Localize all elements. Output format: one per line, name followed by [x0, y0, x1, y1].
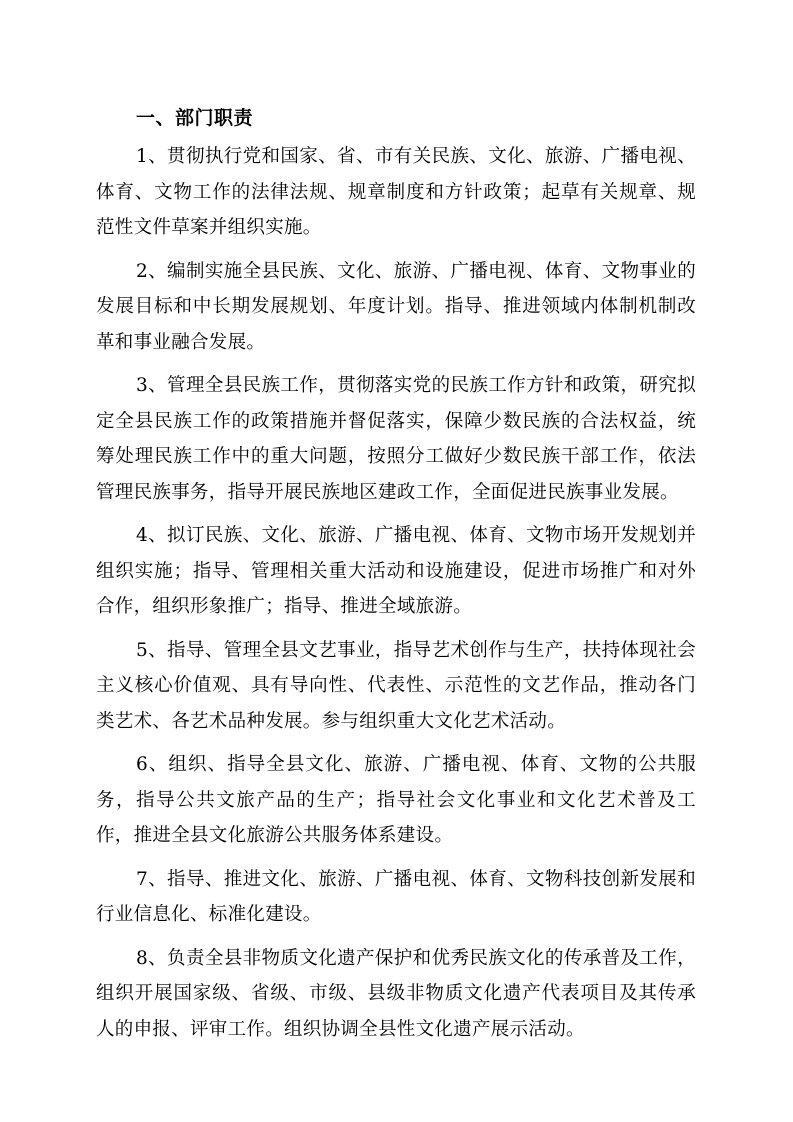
duty-paragraph-8: 8、负责全县非物质文化遗产保护和优秀民族文化的传承普及工作，组织开展国家级、省级、市级、县级非物质文化遗产代表项目及其传承人的申报、评审工作。组织协调全县性文化遗产展示活动。	[96, 947, 696, 1040]
section-title: 一、部门职责	[136, 107, 254, 129]
duty-paragraph-2: 2、编制实施全县民族、文化、旅游、广播电视、体育、文物事业的发展目标和中长期发展规划、年度计划。指导、推进领域内体制机制改革和事业融合发展。	[96, 260, 696, 353]
duty-paragraph-1: 1、贯彻执行党和国家、省、市有关民族、文化、旅游、广播电视、体育、文物工作的法律法规、规章制度和方针政策；起草有关规章、规范性文件草案并组织实施。	[96, 146, 696, 238]
duty-paragraph-7: 7、指导、推进文化、旅游、广播电视、体育、文物科技创新发展和行业信息化、标准化建设。	[96, 868, 696, 925]
duty-paragraph-4: 4、拟订民族、文化、旅游、广播电视、体育、文物市场开发规划并组织实施；指导、管理相关重大活动和设施建设，促进市场推广和对外合作，组织形象推广；指导、推进全域旅游。	[96, 525, 696, 617]
document-body	[96, 103, 696, 1055]
duty-paragraph-3: 3、管理全县民族工作，贯彻落实党的民族工作方针和政策，研究拟定全县民族工作的政策措施并督促落实，保障少数民族的合法权益，统筹处理民族工作中的重大问题，按照分工做好少数民族干部工作，依法管理民族事务，指导开展民族地区建政工作，全面促进民族事业发展。	[96, 375, 696, 503]
duty-paragraph-6: 6、组织、指导全县文化、旅游、广播电视、体育、文物的公共服务，指导公共文旅产品的生产；指导社会文化事业和文化艺术普及工作，推进全县文化旅游公共服务体系建设。	[96, 754, 696, 846]
duty-paragraph-5: 5、指导、管理全县文艺事业，指导艺术创作与生产，扶持体现社会主义核心价值观、具有导向性、代表性、示范性的文艺作品，推动各门类艺术、各艺术品种发展。参与组织重大文化艺术活动。	[96, 639, 696, 732]
